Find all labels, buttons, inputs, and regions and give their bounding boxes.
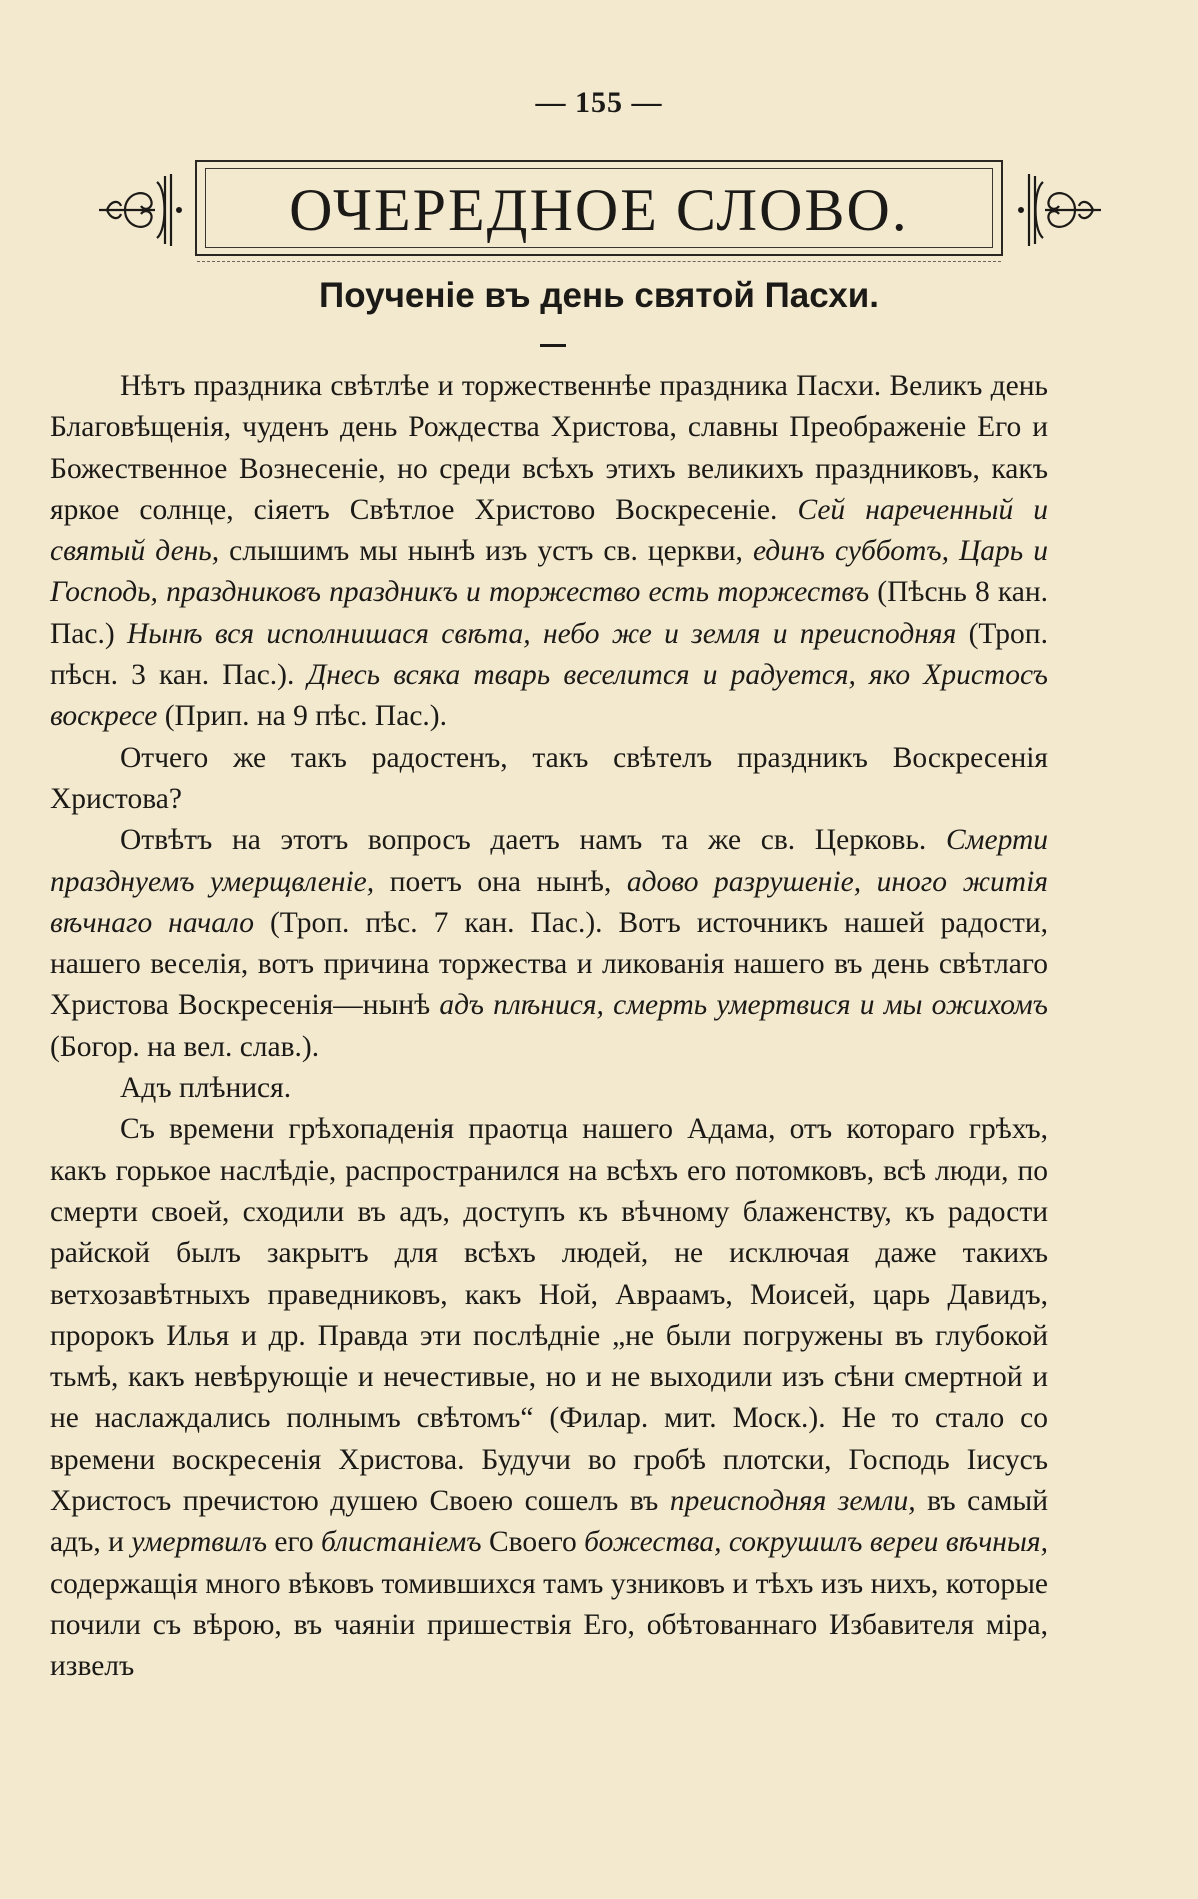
- page-number: — 155 —: [535, 86, 663, 119]
- italic-quote: умертвилъ: [131, 1526, 268, 1559]
- text-run: (Прип. на 9 пѣс. Пас.).: [157, 700, 447, 733]
- italic-quote: Сей нареченный и святый день,: [50, 493, 1048, 568]
- text-run: Отвѣтъ на этотъ вопросъ даетъ намъ та же св. Церковь.: [120, 824, 946, 857]
- italic-quote: адово разрушеніе, иного житія вѣчнаго начало: [50, 865, 1048, 939]
- italic-quote: единъ субботъ, Царь и Господь, праздниковъ праздникъ и торжество есть торжествъ: [50, 535, 1049, 609]
- paragraph: [50, 820, 1048, 1068]
- text-run: слышимъ мы нынѣ изъ устъ св. церкви,: [219, 535, 753, 568]
- section-header: [95, 160, 1105, 260]
- body-text: [50, 366, 1048, 1688]
- right-flourish-ornament: [1005, 170, 1105, 250]
- separator-dash: [540, 344, 566, 347]
- text-run: (Троп. пѣс. 7 кан. Пас.). Вотъ источникъ нашей радости, нашего веселія, вотъ причина торжества и ликованія нашего въ день свѣтлаго Христова Воскресенія—нынѣ: [50, 906, 1048, 1022]
- paragraph: [50, 1109, 1048, 1687]
- italic-quote: преисподняя земли,: [669, 1485, 916, 1518]
- italic-quote: Нынѣ вся исполнишася свѣта, небо же и земля и преисподняя: [126, 617, 957, 650]
- paragraph: [50, 1068, 1048, 1109]
- paragraph: [50, 366, 1048, 738]
- text-run: Отчего же такъ радостенъ, такъ свѣтелъ праздникъ Воскресенія Христова?: [50, 741, 1048, 815]
- text-run: поетъ она нынѣ,: [374, 865, 627, 898]
- text-run: (Богор. на вел. слав.).: [50, 1030, 320, 1063]
- text-run: содержащія много вѣковъ томившихся тамъ узниковъ и тѣхъ изъ нихъ, которые почили съ вѣрою, въ чаяніи пришествія Его, обѣтованнаго Избавителя міра, извелъ: [50, 1567, 1048, 1683]
- title-frame: [195, 160, 1003, 256]
- paragraph: [50, 738, 1048, 821]
- text-run: (Пѣснь 8 кан. Пас.): [50, 576, 1048, 650]
- text-run: (Троп. пѣсн. 3 кан. Пас.).: [50, 617, 1048, 692]
- text-run: его: [267, 1526, 322, 1559]
- left-flourish-ornament: [95, 170, 195, 250]
- italic-quote: Смерти празднуемъ умерщвленіе,: [50, 824, 1048, 898]
- sermon-subtitle: Поученіе въ день святой Пасхи.: [319, 276, 879, 315]
- text-run: Нѣтъ праздника свѣтлѣе и торжественнѣе праздника Пасхи. Великъ день Благовѣщенія, чуденъ день Рождества Христова, славны Преображеніе Его и Божественное Вознесеніе, но среди всѣхъ этихъ великихъ праздниковъ, какъ яркое солнце, сіяетъ Свѣтлое Христово Воскресеніе.: [50, 370, 1048, 526]
- section-title: ОЧЕРЕДНОЕ СЛОВО.: [289, 177, 909, 243]
- italic-quote: адъ плѣнися, смерть умертвися и мы ожихомъ: [439, 989, 1048, 1022]
- italic-quote: блистаніемъ: [321, 1526, 482, 1559]
- text-run: Адъ плѣнися.: [120, 1072, 292, 1105]
- italic-quote: божества, сокрушилъ вереи вѣчныя,: [584, 1526, 1048, 1559]
- text-run: въ самый адъ, и: [50, 1485, 1048, 1559]
- text-run: Своего: [481, 1526, 585, 1559]
- text-run: Съ времени грѣхопаденія праотца нашего Адама, отъ котораго грѣхъ, какъ горькое наслѣдіе, распространился на всѣхъ его потомковъ, всѣ люди, по смерти своей, сходили въ адъ, доступъ къ вѣчному блаженству, къ радости райской былъ закрытъ для всѣхъ людей, не исключая даже такихъ ветхозавѣтныхъ праведниковъ, какъ Ной, Авраамъ, Моисей, царь Давидъ, пророкъ Илья и др. Правда эти послѣдніе „не были погружены въ глубокой тьмѣ, какъ невѣрующіе и нечестивые, но и не выходили изъ сѣни смертной и не наслаждались полнымъ свѣтомъ“ (Филар. мит. Моск.). Не то стало со времени воскресенія Христова. Будучи во гробѣ плотски, Господь Іисусъ Христосъ пречистою душею Своею сошелъ въ: [50, 1113, 1048, 1518]
- italic-quote: Днесь всяка тварь веселится и радуется, яко Христосъ воскресе: [50, 659, 1048, 733]
